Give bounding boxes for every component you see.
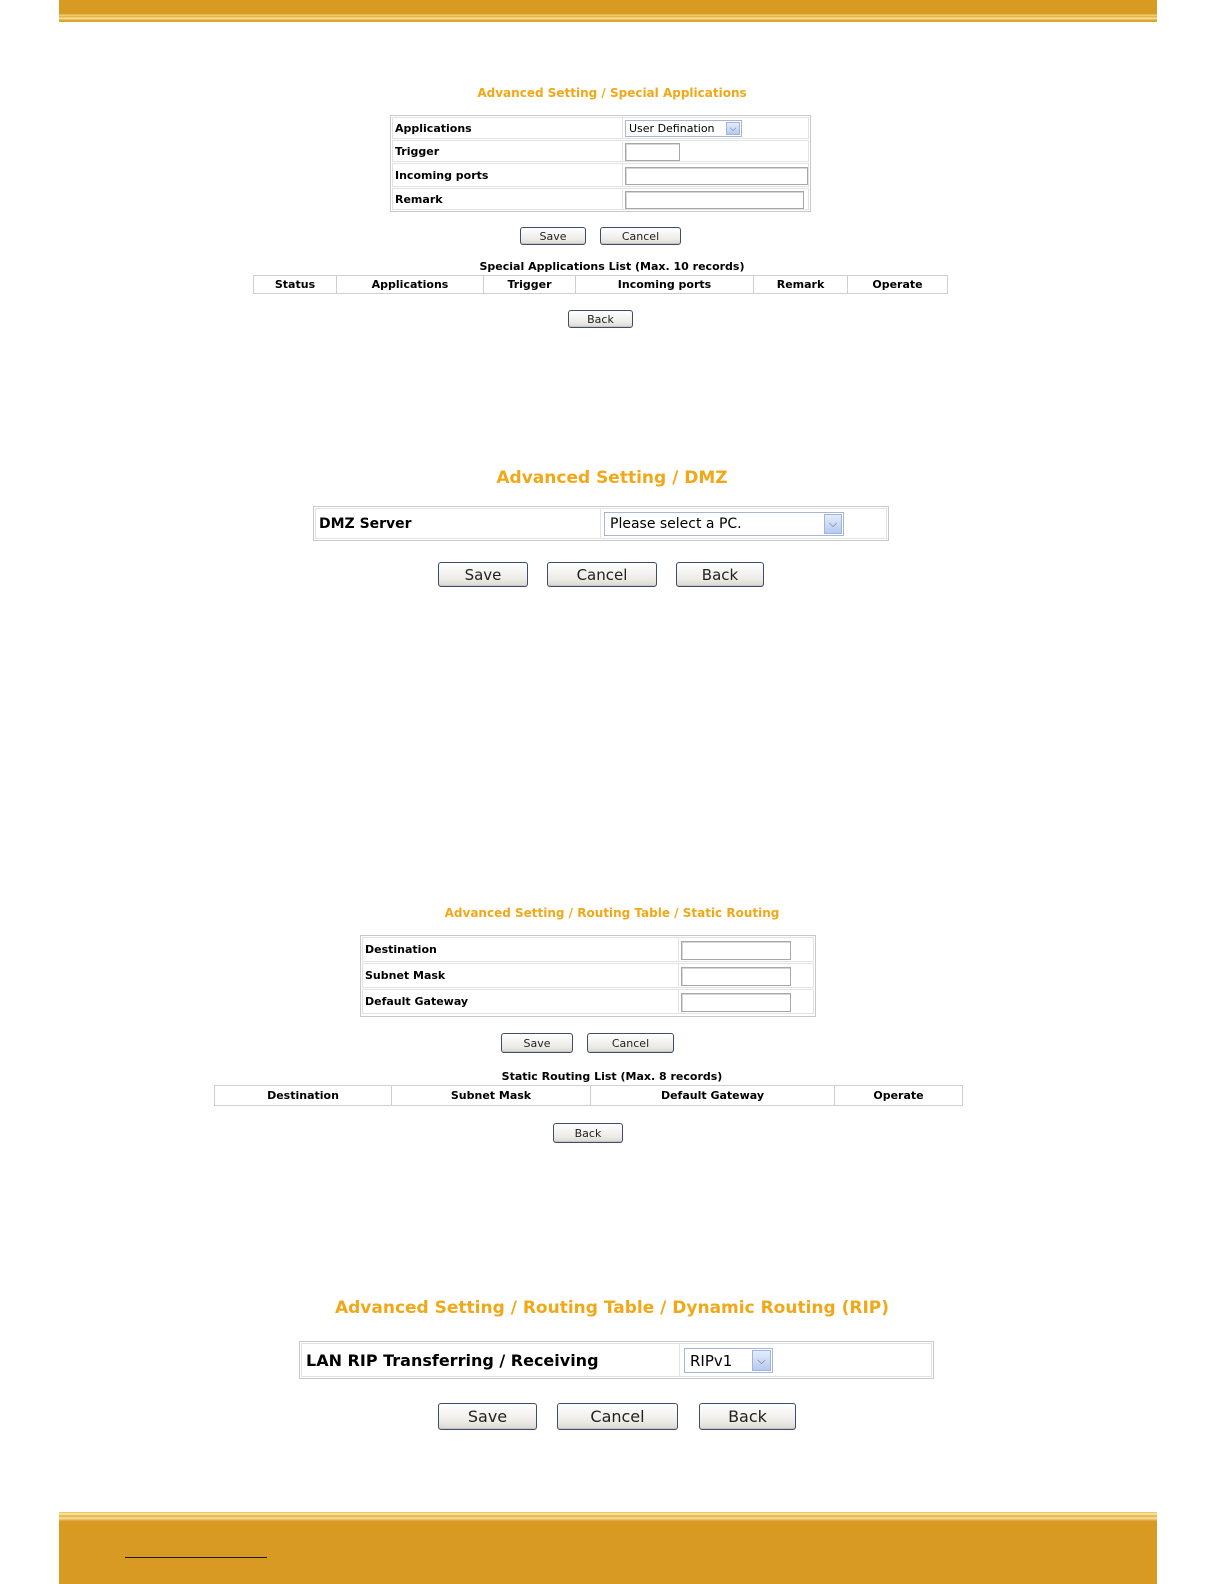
dmz-server-select-value: Please select a PC. (610, 516, 742, 532)
static-routing-title: Advanced Setting / Routing Table / Static Routing (444, 906, 780, 920)
destination-label: Destination (363, 938, 679, 961)
default-gateway-label: Default Gateway (363, 990, 679, 1013)
chevron-down-icon: ⌵ (824, 514, 842, 534)
static-routing-save-button[interactable]: Save (501, 1033, 573, 1053)
chevron-down-icon: ⌵ (752, 1350, 771, 1371)
rip-back-button[interactable]: Back (699, 1403, 796, 1430)
footer-rule (125, 1557, 267, 1558)
static-routing-list-title: Static Routing List (Max. 8 records) (501, 1070, 723, 1083)
row-lan-rip (301, 1343, 932, 1377)
incoming-ports-label: Incoming ports (393, 164, 623, 186)
row-incoming-ports (392, 163, 809, 187)
col-applications: Applications (337, 276, 484, 293)
row-remark (392, 188, 809, 210)
row-default-gateway (362, 989, 814, 1014)
static-routing-form (360, 935, 816, 1017)
dmz-title: Advanced Setting / DMZ (496, 468, 728, 488)
static-routing-back-button[interactable]: Back (553, 1123, 623, 1143)
special-apps-title: Advanced Setting / Special Applications (477, 86, 747, 100)
col-destination: Destination (215, 1086, 392, 1105)
subnet-mask-input[interactable] (681, 967, 791, 986)
special-apps-save-button[interactable]: Save (520, 227, 586, 245)
col-default-gateway: Default Gateway (591, 1086, 835, 1105)
top-decorative-bar (59, 0, 1157, 22)
row-dmz-server (315, 508, 887, 539)
remark-input[interactable] (625, 191, 804, 209)
col-status: Status (254, 276, 337, 293)
chevron-down-icon: ⌵ (726, 122, 740, 135)
special-apps-back-button[interactable]: Back (568, 310, 633, 328)
default-gateway-input[interactable] (681, 993, 791, 1012)
col-operate: Operate (873, 1089, 924, 1102)
applications-label: Applications (393, 118, 623, 138)
rip-title: Advanced Setting / Routing Table / Dynamic Routing (RIP) (334, 1298, 890, 1318)
lan-rip-label: LAN RIP Transferring / Receiving (302, 1344, 680, 1376)
static-routing-cancel-button[interactable]: Cancel (587, 1033, 674, 1053)
dmz-back-button[interactable]: Back (676, 562, 764, 587)
row-trigger (392, 140, 809, 162)
special-apps-list-title: Special Applications List (Max. 10 records) (479, 260, 745, 273)
dmz-form (313, 506, 889, 541)
trigger-label: Trigger (393, 141, 623, 161)
special-apps-cancel-button[interactable]: Cancel (600, 227, 681, 245)
remark-label: Remark (393, 189, 623, 209)
destination-input[interactable] (681, 941, 791, 960)
lan-rip-select[interactable] (684, 1348, 773, 1373)
incoming-ports-input[interactable] (625, 167, 808, 185)
dmz-save-button[interactable]: Save (438, 562, 528, 587)
col-trigger: Trigger (484, 276, 576, 293)
col-subnet-mask: Subnet Mask (392, 1086, 591, 1105)
special-apps-list-header (253, 275, 948, 294)
trigger-input[interactable] (625, 143, 680, 161)
applications-select[interactable] (625, 120, 742, 137)
row-applications (392, 117, 809, 139)
applications-select-value: User Defination (629, 122, 715, 135)
row-destination (362, 937, 814, 962)
dmz-server-select[interactable] (604, 512, 844, 536)
rip-save-button[interactable]: Save (438, 1403, 537, 1430)
row-subnet-mask (362, 963, 814, 988)
dmz-cancel-button[interactable]: Cancel (547, 562, 657, 587)
col-operate: Operate (872, 278, 923, 291)
rip-cancel-button[interactable]: Cancel (557, 1403, 678, 1430)
rip-form (299, 1341, 934, 1379)
col-incoming-ports: Incoming ports (576, 276, 754, 293)
special-apps-form (390, 115, 811, 212)
subnet-mask-label: Subnet Mask (363, 964, 679, 987)
col-remark: Remark (754, 276, 848, 293)
dmz-server-label: DMZ Server (316, 509, 601, 538)
static-routing-list-header (214, 1085, 963, 1106)
lan-rip-select-value: RIPv1 (690, 1351, 733, 1370)
bottom-decorative-bar (59, 1512, 1157, 1584)
